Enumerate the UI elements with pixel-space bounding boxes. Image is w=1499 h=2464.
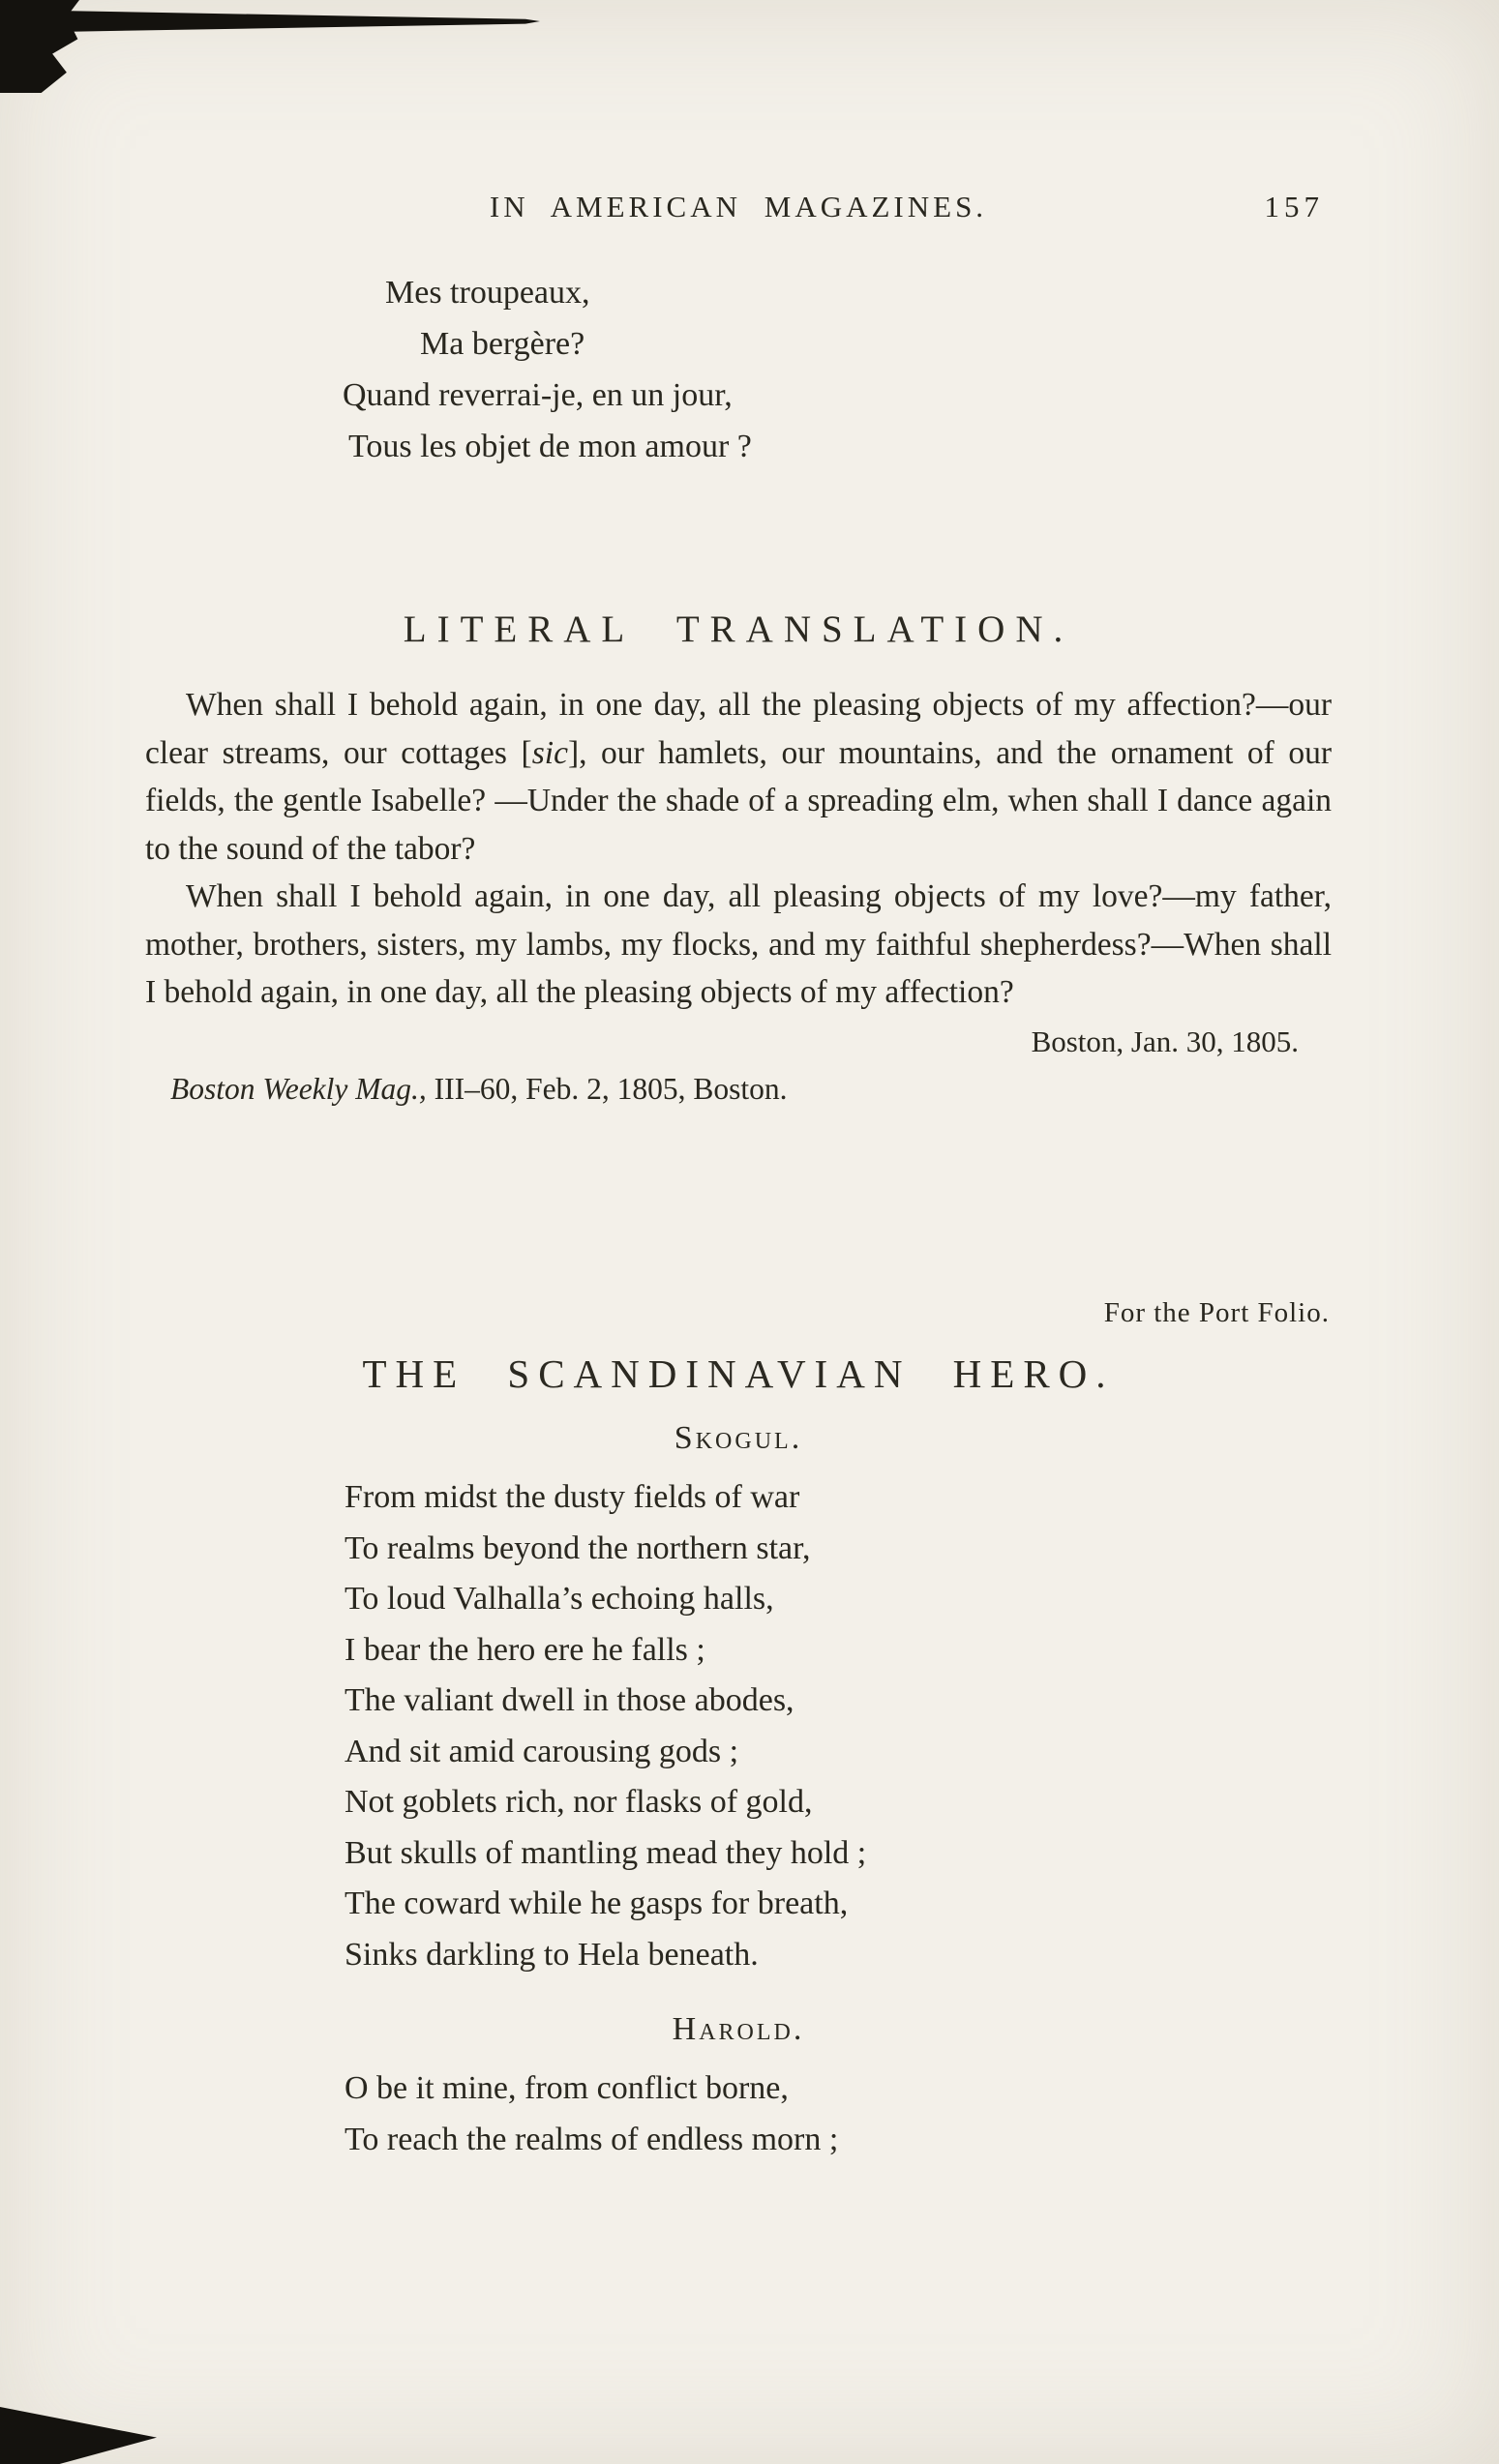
poem-line: But skulls of mantling mead they hold ;	[345, 1834, 867, 1871]
page-number: 157	[1264, 190, 1324, 223]
translation-body	[145, 681, 1332, 1112]
citation-rest: III–60, Feb. 2, 1805, Boston.	[426, 1071, 788, 1106]
verse-line: Tous les objet de mon amour ?	[348, 429, 752, 464]
translation-paragraph-1	[145, 681, 1332, 873]
poem-line: Not goblets rich, nor flasks of gold,	[345, 1784, 813, 1820]
poem-line: Sinks darkling to Hela beneath.	[345, 1936, 759, 1973]
port-folio-attribution: For the Port Folio.	[1103, 1297, 1330, 1328]
dateline: Boston, Jan. 30, 1805.	[1031, 1024, 1299, 1058]
verse-line: Ma bergère?	[420, 326, 585, 362]
harold-stanza	[345, 2063, 1330, 2165]
translation-paragraph-2: When shall I behold again, in one day, all pleasing objects of my love?—my father, mother, brothers, sisters, my lambs, my flocks, and my faithful shepherdess?—When shall I behold again, in one day, all the pleasing objects of my affection?	[145, 878, 1332, 1010]
speaker-label-harold: Harold.	[672, 2011, 805, 2047]
poem-line: From midst the dusty fields of war	[345, 1479, 800, 1515]
french-verse	[147, 267, 1330, 472]
hero-poem	[147, 1420, 1330, 2165]
scan-artifact-bottom-left	[0, 2394, 157, 2464]
page-header-title: IN AMERICAN MAGAZINES.	[489, 190, 988, 223]
poem-line: O be it mine, from conflict borne,	[345, 2070, 789, 2106]
scandinavian-hero-heading: THE SCANDINAVIAN HERO.	[362, 1351, 1115, 1396]
poem-line: To loud Valhalla’s echoing halls,	[345, 1581, 774, 1617]
poem-line: The valiant dwell in those abodes,	[345, 1682, 794, 1718]
literal-translation-heading: LITERAL TRANSLATION.	[403, 609, 1074, 650]
poem-line: To reach the realms of endless morn ;	[345, 2121, 839, 2157]
sic-italic: sic	[531, 734, 568, 771]
running-header	[147, 190, 1330, 224]
verse-line: Mes troupeaux,	[385, 275, 590, 311]
poem-line: The coward while he gasps for breath,	[345, 1885, 849, 1921]
paragraph-text: When shall I behold again, in one day, all the pleasing objects of my affection?—our clear streams, our cottages [	[145, 687, 1332, 771]
speaker-label-skogul: Skogul.	[674, 1420, 803, 1456]
paragraph-text: ], our hamlets, our mountains, and the ornament of our fields, the gentle Isabelle? —Under the shade of a spreading elm, when shall I dance again to the sound of the tabor?	[145, 734, 1332, 867]
scan-artifact-top-streak	[56, 11, 540, 32]
skogul-stanza	[345, 1472, 1330, 1980]
poem-line: To realms beyond the northern star,	[345, 1529, 811, 1566]
source-citation	[145, 1067, 1332, 1112]
verse-line: Quand reverrai-je, en un jour,	[343, 377, 733, 413]
poem-line: And sit amid carousing gods ;	[345, 1733, 739, 1769]
poem-line: I bear the hero ere he falls ;	[345, 1631, 705, 1668]
citation-title-italic: Boston Weekly Mag.,	[170, 1071, 427, 1106]
